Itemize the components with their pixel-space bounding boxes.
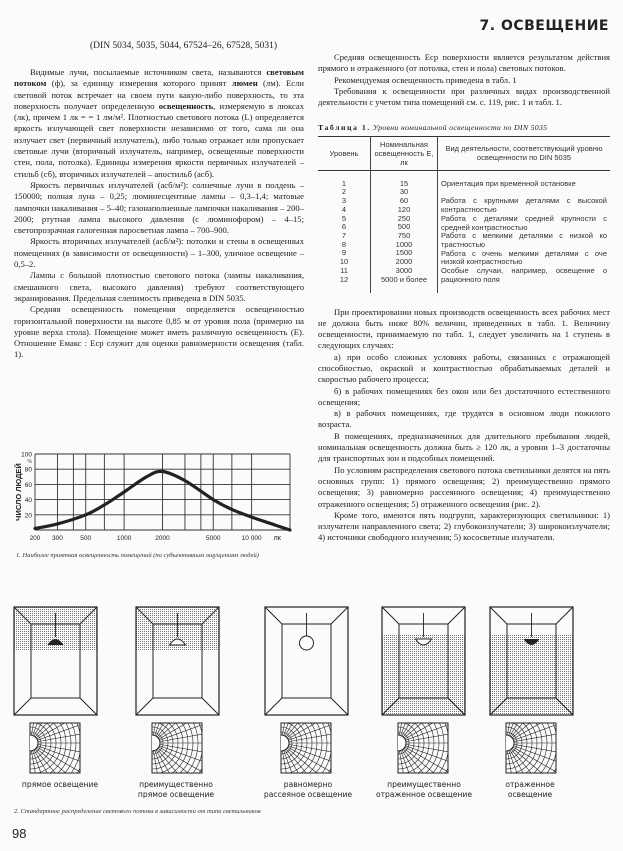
luminaire-diagram — [312, 607, 488, 797]
table-cell-lux: 15 — [399, 178, 409, 188]
room-edge — [490, 607, 507, 624]
table-cell-level: 2 — [341, 187, 347, 197]
table-cell-level: 11 — [340, 265, 348, 275]
figure-1-caption: 1. Наиболее приятная освещенность помещений (по субъективным ощущениям людей) — [16, 552, 259, 559]
table-caption: Таблица 1. Уровни номинальной освещенности по DIN 5035 — [318, 123, 548, 133]
table-row — [318, 170, 610, 292]
right-column — [318, 52, 610, 544]
luminaire-diagram — [195, 607, 371, 797]
table-header: Номинальная освещенность E, лк — [371, 136, 438, 170]
source-marker — [22, 735, 38, 751]
paragraph: б) в рабочих помещениях без окон или без достаточного естественного освещения; — [318, 385, 610, 407]
room-edge — [14, 698, 31, 715]
table-cell-lux: 5000 и более — [380, 274, 428, 284]
table-header: Уровень — [318, 136, 371, 170]
table-cell-lux: 60 — [399, 196, 409, 206]
paragraph: По условиям распределения светового потока светильники делятся на пять основных групп: 1) прямого освещения; 2) преимущественно прямого освещения; 3) равномерно рассеянного освещения; 4) преимущественно отраженного освещения; 5) отраженного освещения (рис. 2). — [318, 464, 610, 509]
room-edge — [265, 698, 282, 715]
din-references: (DIN 5034, 5035, 5044, 67524–26, 67528, 5031) — [90, 41, 278, 51]
table-cell-level: 5 — [341, 213, 347, 223]
diagram-label-line: отраженное — [505, 780, 555, 789]
source-marker — [390, 735, 406, 751]
table-cell-activity: Работа с очень мелкими деталями с оче низкой контрастностью — [441, 248, 607, 267]
x-tick-label: 10 000 — [241, 535, 262, 542]
room-edge — [331, 607, 348, 624]
table-cell-lux: 1000 — [395, 239, 413, 249]
paragraph: Яркость первичных излучателей (асб/м²): солнечные лучи в полдень – 150000; полная луна – 0,25; люминесцентные лампы – 0,3–1,4; матовые лампочки накаливания – 5–40; газонаполненные лампочки накаливания – 200–2000; ртутная лампа высокого давления (с люминофором) – 4–15; светопрозрачная галогенная паросветная лампа – 700–900. — [14, 179, 304, 236]
paragraph: В помещениях, предназначенных для длительного пребывания людей, номинальная освещенность должна быть ≥ 120 лк, а уровни 1–3 достаточны для транспортных зон и подсобных помещений. — [318, 430, 610, 464]
table-cell-activity: Работа с крупными деталями с высокой контрастностью — [441, 196, 607, 215]
table-cell-lux: 250 — [397, 213, 411, 223]
table-cell-lux: 30 — [399, 187, 409, 197]
x-tick-label: 5000 — [206, 535, 221, 542]
diagram-label-line: преимущественно — [139, 780, 213, 789]
table-cell-level: 12 — [339, 274, 349, 284]
paragraph: Яркость вторичных излучателей (асб/м²): потолки и стены в освещенных помещениях (в зависимости от освещенности) – 1–300, уличное освещение – 0,5–2. — [14, 236, 304, 270]
x-tick-label: 200 — [29, 535, 41, 542]
table-cell-activity: Работа с мелкими деталями с низкой ко трастностью — [441, 231, 607, 249]
lux-column — [371, 170, 438, 292]
table-cell-level: 8 — [341, 239, 347, 249]
diagram-label — [10, 780, 110, 790]
table-cell-level: 9 — [341, 248, 347, 258]
x-tick-label: 1000 — [116, 535, 132, 542]
paragraph: Рекомендуемая освещенность приведена в табл. 1 — [334, 74, 517, 85]
table-cell-lux: 3000 — [395, 265, 413, 275]
paragraph: в) в рабочих помещениях, где трудятся в основном люди пожилого возраста. — [318, 408, 610, 430]
source-marker — [498, 735, 514, 751]
source-marker — [273, 735, 289, 751]
diagram-label — [366, 780, 482, 799]
luminaire-diagrams — [0, 597, 623, 797]
table-header: Вид деятельности, соответствующий уровню освещенности по DIN 5035 — [438, 136, 611, 170]
table-cell-level: 3 — [341, 196, 347, 206]
room-edge — [556, 607, 573, 624]
y-tick-label: 100 — [21, 451, 32, 459]
room-edge — [80, 698, 97, 715]
lamp-icon — [300, 636, 314, 650]
diagram-label — [253, 780, 363, 799]
paragraph: а) при особо сложных условиях работы, связанных с отражающей способностью, окраской и контрастностью обрабатываемых деталей и скоростью рабочего процесса; — [318, 351, 610, 385]
y-tick-label: 40 — [24, 497, 32, 505]
diagram-label — [126, 780, 226, 799]
figure-2 — [0, 597, 623, 797]
table-cell-lux: 1500 — [395, 248, 413, 258]
paragraph: Кроме того, имеются пять подгрупп, характеризующих светильники: 1) излучатели направленного света; 2) глубокоизлучатели; 3) широкоизлучатели; 4) источники свободного излучения; 5) кососветные излучатели. — [318, 509, 610, 543]
paragraph: Средняя освещенность помещения определяется освещенностью горизонтальной поверхности на высоте 0,85 м от уровня пола (примерно на уровне верха стола). Помещение может иметь различную освещенность (E). Отношение Eмакс : Eср служит для оценки равномерности освещения (табл. 1). — [14, 304, 304, 360]
chapter-title: 7. ОСВЕЩЕНИЕ — [479, 18, 609, 34]
table-cell-level: 6 — [341, 222, 347, 232]
y-tick-label: 20 — [24, 512, 32, 520]
room-edge — [136, 698, 153, 715]
room-edge — [265, 607, 282, 624]
left-column — [14, 67, 304, 361]
table-cell-lux: 120 — [397, 204, 411, 214]
chart-svg — [10, 448, 300, 553]
paragraph: Средняя освещенность Eср поверхности является результатом действия прямого и отраженного (от потолка, стен и пола) световых потоков. — [318, 52, 610, 74]
table-cell-lux: 500 — [397, 222, 411, 232]
level-column — [318, 170, 371, 292]
table-cell-activity: Особые случаи, например, освещение о рационного поля — [441, 266, 607, 284]
room-edge — [202, 698, 219, 715]
paragraph: Видимые лучи, посылаемые источником света, называются световым потоком (ф), за единицу измерения которого принят люмен (лм). Если световой поток встречает на своем пути какую-либо поверхность, то эта поверхность получает определенную освещенность, измеряемую в люксах (лк), причем 1 лк = = 1 лм/м². Плотностью светового потока (L) определяется яркость излучающей свет поверхности независимо от того, сама ли она излучает свет (первичный излучатель), либо только отражает или пропускает световые лучи (вторичный излучатель, например, освещенные поверхности стен, пола, потолка). Единицы измерения яркости первичных излучателей – стильб (сб), вторичных излучателей – апостильб (асб). — [14, 67, 304, 179]
paragraph: При проектировании новых производств освещенность всех рабочих мест не должна быть ниже 80% величин, приведенных в табл. 1. Величину освещенности, принимаемую по табл. 1, следует увеличить на 1 ступень в следующих случаях: — [318, 306, 610, 351]
x-tick-label: 500 — [80, 535, 92, 542]
room-edge — [331, 698, 348, 715]
table-cell-lux: 2000 — [395, 257, 413, 267]
y-tick-label: 80 — [24, 466, 32, 474]
table-cell-activity: Ориентация при временной остановке — [441, 178, 576, 188]
x-tick-label: 2000 — [155, 535, 170, 542]
diagram-label — [480, 780, 580, 799]
diagram-label-line: отраженное освещение — [375, 789, 473, 799]
table-cell-level: 1 — [341, 178, 347, 188]
table-cell-level: 4 — [341, 204, 347, 214]
paragraph: Требования к освещенности при различных видах производственной деятельности с учетом типа помещений см. с. 119, рис. 1 и табл. 1. — [318, 85, 610, 108]
diagram-label-line: преимущественно — [387, 780, 461, 789]
x-tick-label: 300 — [52, 535, 63, 542]
illuminance-chart — [10, 448, 300, 553]
table-cell-lux: 750 — [397, 231, 411, 240]
table-cell-level: 7 — [341, 231, 347, 240]
x-axis-label: лк — [273, 535, 281, 542]
y-unit-label: % — [27, 459, 32, 465]
room-edge — [382, 607, 399, 624]
diagram-label-line: рассеяное освещение — [263, 789, 353, 799]
luminaire-diagram — [0, 607, 120, 797]
figure-2-caption: 2. Стандартное распределение светового потока в зависимости от типа светильников — [14, 808, 261, 815]
activity-column — [438, 170, 611, 292]
diagram-label-line: равномерно — [283, 780, 333, 789]
paragraph: Лампы с большой плотностью светового потока (лампы накаливания, смешанного света, высокого давления) требуют соответствующего экранирования. Предельная слепимость приведена в DIN 5035. — [14, 270, 304, 303]
y-axis-label: ЧИСЛО ЛЮДЕЙ — [14, 463, 23, 521]
page-number: 98 — [12, 826, 27, 841]
diagram-label-line: прямое освещение — [137, 789, 215, 799]
room-edge — [448, 607, 465, 624]
source-marker — [144, 735, 160, 751]
diagram-label-line: освещение — [507, 789, 553, 799]
diagram-label-line: прямое освещение — [21, 780, 99, 789]
y-tick-label: 60 — [24, 481, 32, 489]
illuminance-table — [318, 136, 610, 293]
table-cell-activity: Работа с деталями средней крупности с средней контрастностью — [441, 213, 607, 232]
table-cell-level: 10 — [339, 257, 349, 267]
